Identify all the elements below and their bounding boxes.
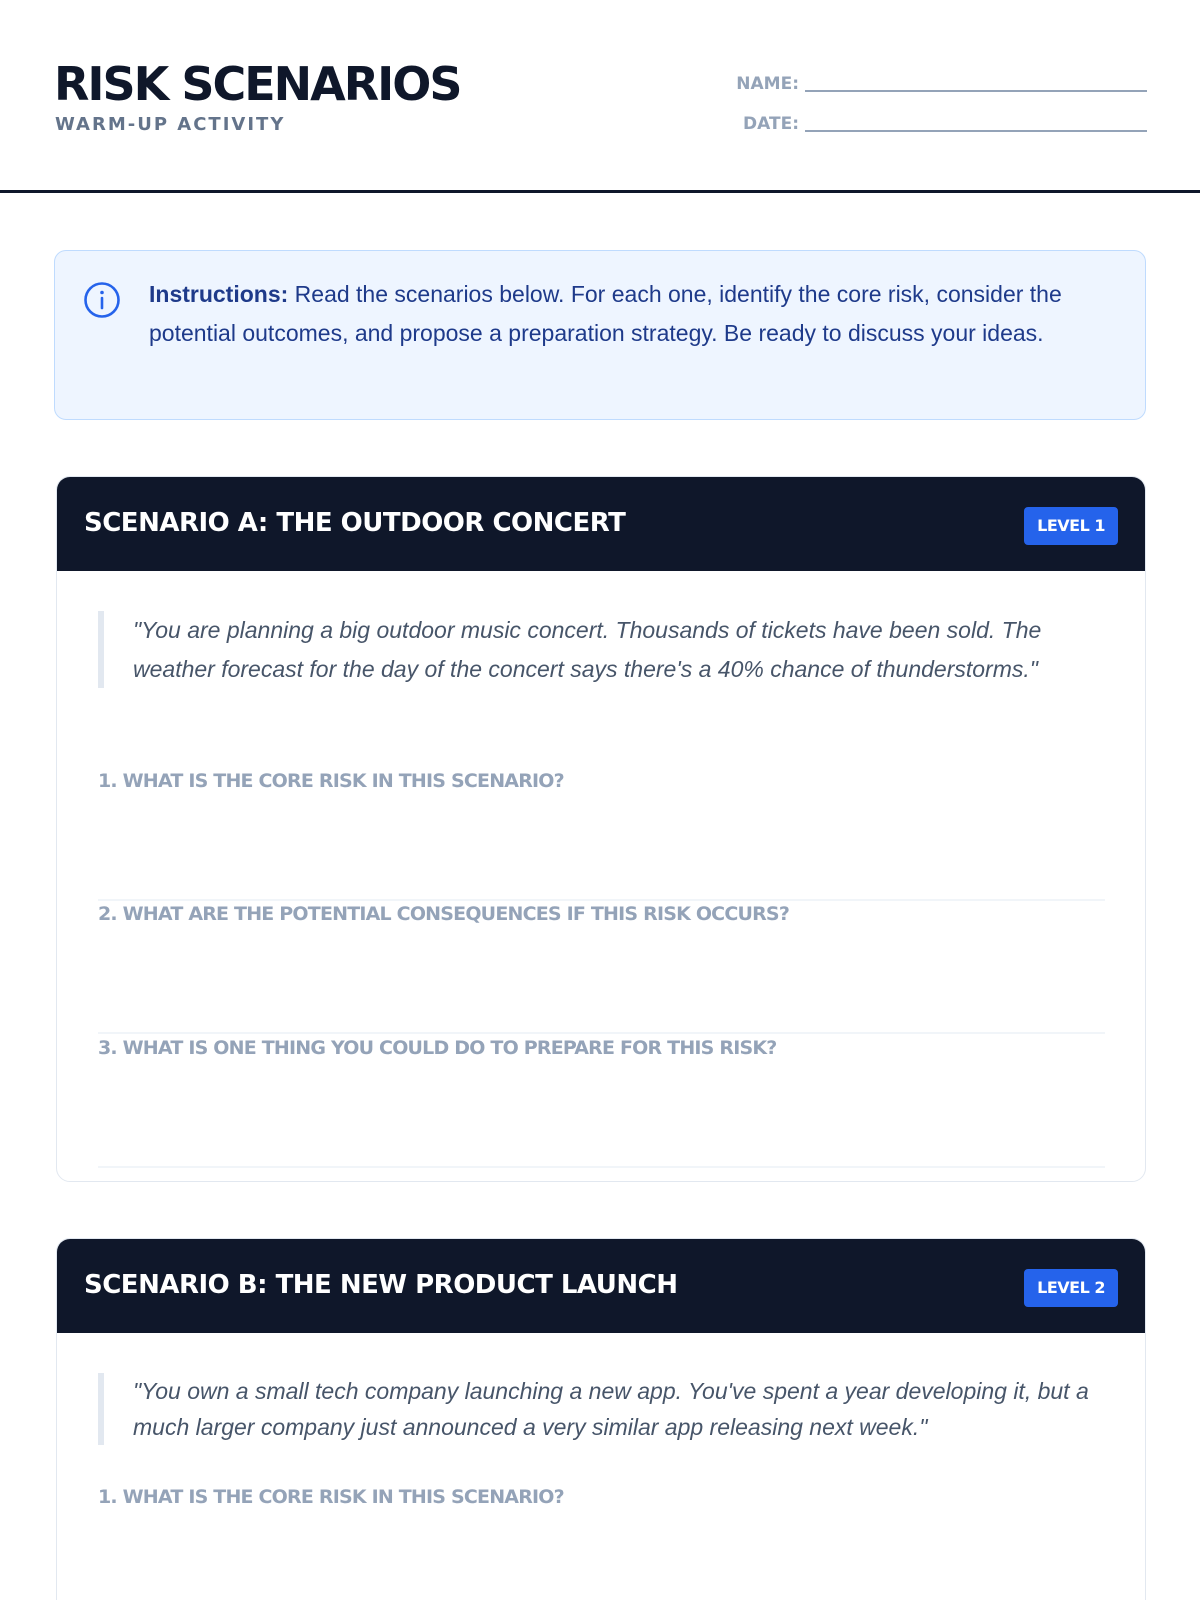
scenario-card-b <box>56 1238 1146 1600</box>
question-label: 3. WHAT IS ONE THING YOU COULD DO TO PREPARE FOR THIS RISK? <box>98 1037 777 1059</box>
date-field <box>743 114 1147 134</box>
name-label: NAME: <box>736 74 799 94</box>
scenario-title: SCENARIO B: THE NEW PRODUCT LAUNCH <box>84 1270 678 1300</box>
instructions-box <box>54 250 1146 420</box>
scenario-card-a <box>56 476 1146 1182</box>
instructions-body: Read the scenarios below. For each one, identify the core risk, consider the potential outcomes, and propose a preparation strategy. Be ready to discuss your ideas. <box>149 281 1062 346</box>
question-label: 2. WHAT ARE THE POTENTIAL CONSEQUENCES IF THIS RISK OCCURS? <box>98 903 790 925</box>
question-answer-area[interactable] <box>98 902 1105 1034</box>
date-line[interactable] <box>805 130 1147 132</box>
scenario-title: SCENARIO A: THE OUTDOOR CONCERT <box>84 508 626 538</box>
scenario-quote: "You own a small tech company launching a new app. You've spent a year developing it, but a much larger company just announced a very similar app releasing next week." <box>98 1373 1108 1445</box>
scenario-header <box>57 477 1145 571</box>
question-answer-area[interactable] <box>98 1485 1105 1600</box>
page-title: RISK SCENARIOS <box>54 57 461 111</box>
level-badge: LEVEL 2 <box>1024 1269 1118 1307</box>
info-icon <box>83 281 121 319</box>
question-answer-area[interactable] <box>98 769 1105 901</box>
question-label: 1. WHAT IS THE CORE RISK IN THIS SCENARIO? <box>98 1486 564 1508</box>
name-field <box>736 74 1147 94</box>
page-subtitle: WARM-UP ACTIVITY <box>55 114 286 135</box>
worksheet-header <box>0 0 1200 193</box>
scenario-quote: "You are planning a big outdoor music concert. Thousands of tickets have been sold. The weather forecast for the day of the concert says there's a 40% chance of thunderstorms." <box>98 611 1108 688</box>
scenario-header <box>57 1239 1145 1333</box>
name-line[interactable] <box>805 90 1147 92</box>
instructions-text <box>149 275 1114 352</box>
instructions-lead: Instructions: <box>149 281 289 307</box>
question-answer-area[interactable] <box>98 1036 1105 1168</box>
question-label: 1. WHAT IS THE CORE RISK IN THIS SCENARIO? <box>98 770 564 792</box>
level-badge: LEVEL 1 <box>1024 507 1118 545</box>
date-label: DATE: <box>743 114 799 134</box>
